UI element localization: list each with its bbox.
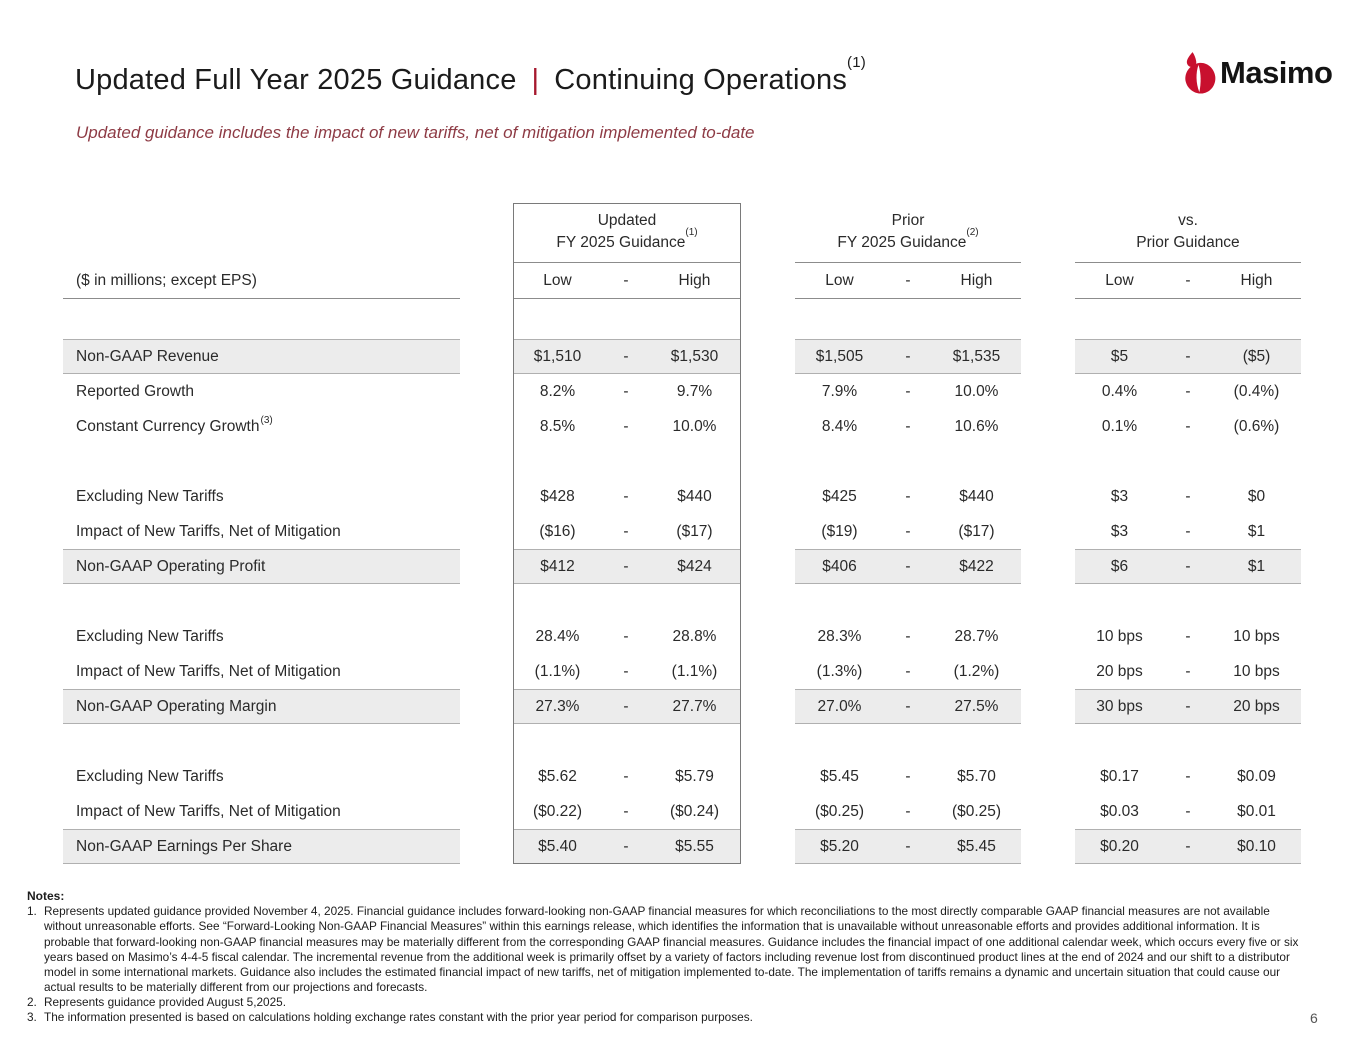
subheader-vs: Low - High <box>1075 263 1301 299</box>
table-row-reported-growth <box>63 374 1303 409</box>
group-header-line2: Prior Guidance <box>1136 234 1240 252</box>
spacer-row <box>63 444 1303 479</box>
title-secondary: Continuing Operations <box>554 64 848 96</box>
title-footnote-marker: (1) <box>847 54 866 72</box>
table-row-non-gaap-revenue <box>63 339 1303 374</box>
masimo-logo-icon <box>1178 50 1218 96</box>
table-row-non-gaap-operating-margin <box>63 689 1303 724</box>
table-row-tariff-impact-profit <box>63 514 1303 549</box>
row-label: Impact of New Tariffs, Net of Mitigation <box>76 522 341 540</box>
group-header-row <box>63 203 1303 263</box>
vs-values: $0.17 - $0.09 <box>1100 767 1276 785</box>
note-number: 2. <box>27 994 37 1009</box>
row-label: Constant Currency Growth $^{(3)}$ <box>76 415 273 435</box>
table-row-non-gaap-eps <box>63 829 1303 864</box>
notes-section <box>27 889 1299 1025</box>
row-label: Non-GAAP Operating Margin <box>63 689 460 724</box>
vs-values: $6 - $1 <box>1075 549 1301 584</box>
table-row-excluding-new-tariffs-margin <box>63 619 1303 654</box>
updated-values: 8.5% - 10.0% <box>539 417 717 435</box>
masimo-logo <box>1178 50 1332 96</box>
column-subheader-row <box>63 263 1303 299</box>
table-row-tariff-impact-eps <box>63 794 1303 829</box>
row-label: Non-GAAP Operating Profit <box>63 549 460 584</box>
spacer-row <box>63 584 1303 619</box>
updated-values: 27.3% - 27.7% <box>513 689 741 724</box>
note-2 <box>27 995 1299 1010</box>
group-header-line2: FY 2025 Guidance$^{(2)}$ <box>837 226 979 252</box>
vs-values: 20 bps - 10 bps <box>1096 662 1280 680</box>
row-label: Excluding New Tariffs <box>76 627 224 645</box>
prior-values: ($19) - ($17) <box>821 522 995 540</box>
subheader-prior: Low - High <box>795 263 1021 299</box>
group-header-prior <box>795 203 1021 263</box>
table-row-non-gaap-operating-profit <box>63 549 1303 584</box>
table-row-tariff-impact-margin <box>63 654 1303 689</box>
page-number: 6 <box>1310 1010 1318 1026</box>
updated-values: $412 - $424 <box>513 549 741 584</box>
spacer-row <box>63 724 1303 759</box>
units-label: ($ in millions; except EPS) <box>63 263 460 299</box>
note-number: 3. <box>27 1010 37 1025</box>
row-label: Reported Growth <box>76 382 195 400</box>
prior-values: 27.0% - 27.5% <box>795 689 1021 724</box>
note-text: The information presented is based on calculations holding exchange rates constant with the prior year period for comparison purposes. <box>44 1010 753 1025</box>
vs-values: 0.4% - (0.4%) <box>1101 382 1280 400</box>
vs-values: 30 bps - 20 bps <box>1075 689 1301 724</box>
group-header-updated <box>513 203 741 263</box>
updated-values: 8.2% - 9.7% <box>539 382 713 400</box>
note-text: Represents guidance provided August 5,2025. <box>44 994 287 1009</box>
vs-values: $3 - $1 <box>1110 522 1266 540</box>
prior-values: $1,505 - $1,535 <box>795 339 1021 374</box>
table-row-excluding-new-tariffs-eps <box>63 759 1303 794</box>
table-row-excluding-new-tariffs-profit <box>63 479 1303 514</box>
vs-values: 10 bps - 10 bps <box>1096 627 1280 645</box>
subtitle: Updated guidance includes the impact of new tariffs, net of mitigation implemented to-date <box>76 123 755 142</box>
row-label: Non-GAAP Earnings Per Share <box>63 829 460 864</box>
updated-values: $1,510 - $1,530 <box>513 339 741 374</box>
spacer-row <box>63 299 1303 339</box>
footnote-marker: (2) <box>966 226 979 238</box>
note-3 <box>27 1010 1299 1025</box>
footnote-marker: (3) <box>260 415 273 426</box>
row-label: Excluding New Tariffs <box>76 487 224 505</box>
updated-values: $428 - $440 <box>540 487 712 505</box>
vs-values: $3 - $0 <box>1110 487 1266 505</box>
row-label: Impact of New Tariffs, Net of Mitigation <box>76 662 341 680</box>
prior-values: 8.4% - 10.6% <box>821 417 999 435</box>
group-header-vs <box>1075 203 1301 263</box>
group-header-line1: Prior <box>891 212 925 229</box>
vs-values: $0.03 - $0.01 <box>1100 802 1276 820</box>
prior-values: ($0.25) - ($0.25) <box>814 802 1002 820</box>
page-title <box>75 54 866 97</box>
updated-values: ($16) - ($17) <box>539 522 713 540</box>
prior-values: (1.3%) - (1.2%) <box>816 662 1000 680</box>
note-number: 1. <box>27 904 37 919</box>
updated-values: $5.40 - $5.55 <box>513 829 741 864</box>
prior-values: $406 - $422 <box>795 549 1021 584</box>
vs-values: $0.20 - $0.10 <box>1075 829 1301 864</box>
vs-values: 0.1% - (0.6%) <box>1101 417 1280 435</box>
guidance-table <box>63 203 1303 864</box>
prior-values: $425 - $440 <box>822 487 994 505</box>
table-row-constant-currency-growth <box>63 409 1303 444</box>
group-header-line1: Updated <box>597 212 657 229</box>
row-label: Excluding New Tariffs <box>76 767 224 785</box>
note-text: Represents updated guidance provided November 4, 2025. Financial guidance includes forward-looking non-GAAP financial measures for which reconciliations to the most directly comparable GAAP financial measures are not available without unreasonable efforts. See “Forward-Looking Non-GAAP Financial Measures” within this earnings release, which identifies the information that is unavailable without unreasonable efforts and provides additional information. It is probable that forward-looking non-GAAP financial measures may be materially different from the corresponding GAAP financial measures. Guidance includes the financial impact of one additional calendar week, which occurs every five or six years based on Masimo’s 4-4-5 fiscal calendar. The incremental revenue from the additional week is primarily offset by a variety of factors including revenue lost from discontinued product lines at the end of 2024 and our shift to a distributor model in some international markets. Guidance also includes the estimated financial impact of new tariffs, net of mitigation implemented to-date. The implementation of tariffs remains a dynamic and uncertain situation that could cause our actual results to be materially different from our projections and forecasts. <box>44 904 1299 994</box>
vs-values: $5 - ($5) <box>1075 339 1301 374</box>
masimo-wordmark: Masimo <box>1220 55 1333 90</box>
title-main: Updated Full Year 2025 Guidance <box>75 64 517 96</box>
group-header-line1: vs. <box>1178 212 1198 229</box>
subheader-updated: Low - High <box>513 263 741 299</box>
footnote-marker: (1) <box>685 226 698 238</box>
note-1 <box>27 904 1299 995</box>
row-label: Non-GAAP Revenue <box>63 339 460 374</box>
updated-values: ($0.22) - ($0.24) <box>532 802 720 820</box>
prior-values: 28.3% - 28.7% <box>817 627 999 645</box>
title-separator: | <box>531 64 540 96</box>
prior-values: $5.45 - $5.70 <box>820 767 996 785</box>
notes-heading: Notes: <box>27 889 65 903</box>
group-header-empty <box>63 203 460 263</box>
updated-values: 28.4% - 28.8% <box>535 627 717 645</box>
prior-values: $5.20 - $5.45 <box>795 829 1021 864</box>
prior-values: 7.9% - 10.0% <box>821 382 999 400</box>
updated-values: $5.62 - $5.79 <box>538 767 714 785</box>
group-header-line2: FY 2025 Guidance$^{(1)}$ <box>556 226 698 252</box>
row-label: Impact of New Tariffs, Net of Mitigation <box>76 802 341 820</box>
updated-values: (1.1%) - (1.1%) <box>534 662 718 680</box>
